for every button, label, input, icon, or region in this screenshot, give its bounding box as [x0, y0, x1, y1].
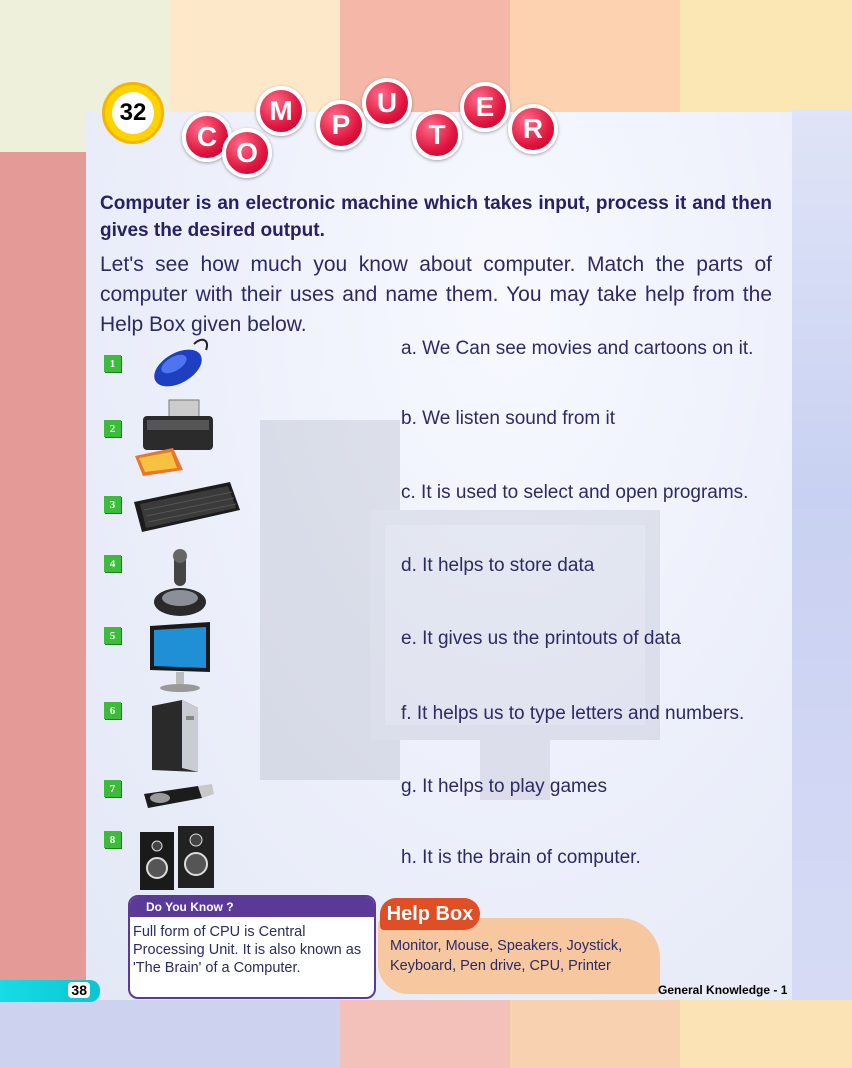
- chapter-number-badge: [102, 82, 164, 144]
- book-footer: General Knowledge - 1: [658, 983, 788, 997]
- item-number-tag: 7: [104, 780, 121, 797]
- item-number-tag: 4: [104, 555, 121, 572]
- joystick-icon: [148, 546, 210, 622]
- item-number-tag: 5: [104, 627, 121, 644]
- help-box-text: Monitor, Mouse, Speakers, Joystick, Keyboard, Pen drive, CPU, Printer: [390, 938, 623, 974]
- use-item: g. It helps to play games: [401, 776, 607, 797]
- item-number-tag: 3: [104, 496, 121, 513]
- use-item: h. It is the brain of computer.: [401, 847, 641, 868]
- page-number-tab: [0, 980, 100, 1002]
- did-you-know-heading: Do You Know ?: [130, 897, 374, 917]
- item-number-tag: 1: [104, 355, 121, 372]
- cpu-icon: [148, 698, 202, 774]
- title-letter: U: [362, 78, 412, 128]
- bottom-band: [0, 1000, 852, 1068]
- pen-drive-icon: [142, 782, 214, 812]
- printer-icon: [133, 398, 217, 476]
- title-letter: O: [222, 128, 272, 178]
- left-band: [0, 152, 86, 1068]
- title-letter: M: [256, 86, 306, 136]
- intro-section: [100, 190, 772, 340]
- title-letter: T: [412, 110, 462, 160]
- page-number: 38: [68, 982, 90, 998]
- use-item: d. It helps to store data: [401, 555, 595, 576]
- keyboard-icon: [130, 480, 242, 534]
- monitor-icon: [148, 622, 212, 694]
- title-letter: R: [508, 104, 558, 154]
- did-you-know-box: [128, 895, 376, 999]
- use-item: a. We Can see movies and cartoons on it.: [401, 338, 754, 359]
- use-item: e. It gives us the printouts of data: [401, 628, 681, 649]
- use-item: f. It helps us to type letters and numbers.: [401, 703, 745, 724]
- instructions-text: Let's see how much you know about computer. Match the parts of computer with their uses and name them. You may take help from the Help Box given below.: [100, 253, 772, 336]
- speakers-icon: [138, 824, 218, 892]
- item-number-tag: 8: [104, 831, 121, 848]
- help-box-heading: Help Box: [380, 898, 480, 930]
- title-letter: E: [460, 82, 510, 132]
- use-item: c. It is used to select and open programs.: [401, 482, 749, 503]
- mouse-icon: [150, 336, 214, 388]
- item-number-tag: 6: [104, 702, 121, 719]
- chapter-number: 32: [112, 92, 154, 134]
- did-you-know-text: Full form of CPU is Central Processing Unit. It is also known as 'The Brain' of a Computer.: [133, 924, 362, 976]
- definition-text: Computer is an electronic machine which takes input, process it and then gives the desired output.: [100, 193, 772, 241]
- use-item: b. We listen sound from it: [401, 408, 616, 429]
- right-band: [790, 110, 852, 1068]
- item-number-tag: 2: [104, 420, 121, 437]
- title-letter: P: [316, 100, 366, 150]
- title-letter: C: [182, 112, 232, 162]
